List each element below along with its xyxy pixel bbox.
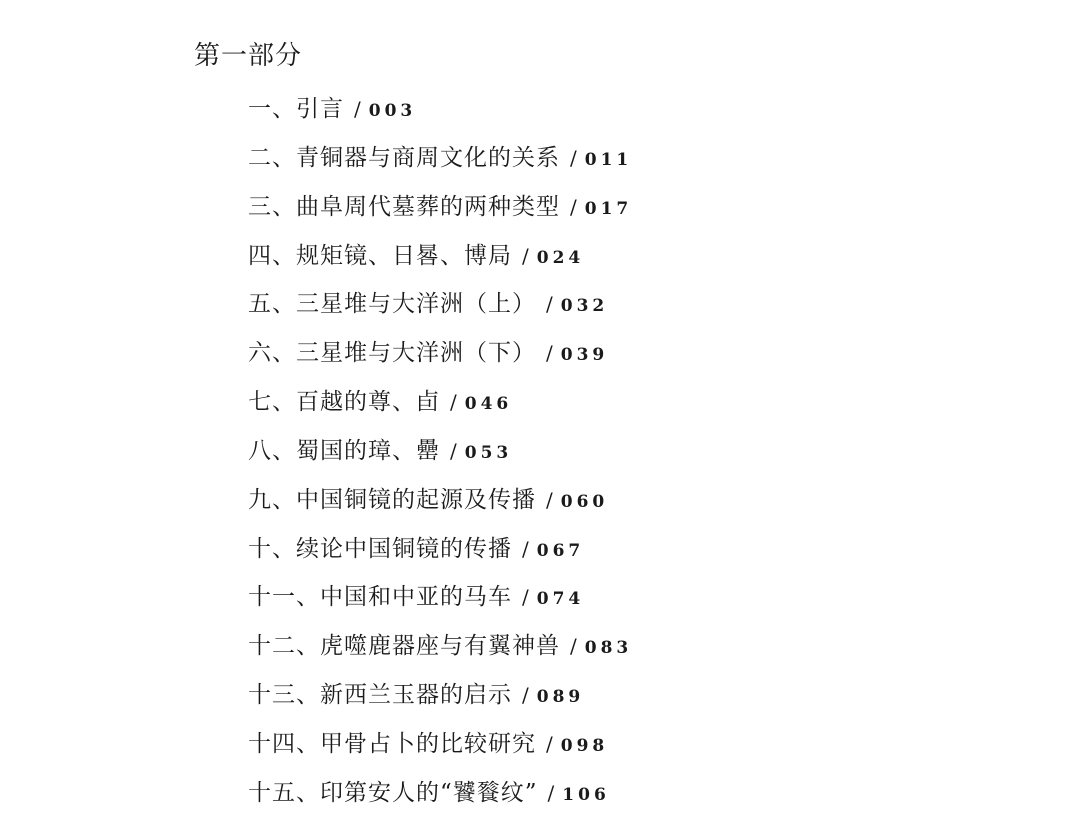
toc-separator: / <box>546 731 553 756</box>
toc-entry-title: 十二、虎噬鹿器座与有翼神兽 <box>248 633 560 660</box>
toc-page-number: 060 <box>560 491 609 512</box>
toc-separator: / <box>522 536 529 561</box>
toc-entry-title: 六、三星堆与大洋洲（下） <box>248 340 536 367</box>
toc-separator: / <box>522 243 529 268</box>
toc-entry <box>248 525 632 574</box>
toc-entry <box>248 183 632 232</box>
toc-separator: / <box>570 194 577 219</box>
toc-entry <box>248 232 632 281</box>
toc-entry <box>248 378 632 427</box>
toc-separator: / <box>570 145 577 170</box>
toc-separator: / <box>522 683 529 708</box>
toc-entry-title: 三、曲阜周代墓葬的两种类型 <box>248 193 560 220</box>
toc-entry-title: 一、引言 <box>248 96 344 122</box>
toc-entry-title: 四、规矩镜、日晷、博局 <box>248 242 512 269</box>
toc-entry <box>248 720 632 769</box>
toc-entry <box>248 427 632 476</box>
toc-entry-title: 十、续论中国铜镜的传播 <box>248 535 512 562</box>
toc-page-number: 003 <box>368 101 417 121</box>
toc-entry <box>248 671 632 720</box>
toc-separator: / <box>546 341 553 366</box>
toc-separator: / <box>450 390 457 415</box>
toc-page-number: 046 <box>464 394 513 415</box>
toc-entry-title: 十三、新西兰玉器的启示 <box>248 682 512 709</box>
toc-separator: / <box>354 97 361 121</box>
section-title: 第一部分 <box>194 41 303 71</box>
toc-entry <box>248 573 632 622</box>
toc-entry-title: 十四、甲骨占卜的比较研究 <box>248 730 536 757</box>
toc-page-number: 106 <box>562 784 610 805</box>
toc-page-number: 098 <box>560 735 609 756</box>
toc-entry-title: 十一、中国和中亚的马车 <box>248 584 512 611</box>
toc-page-number: 024 <box>536 247 585 268</box>
toc-entry <box>248 476 632 525</box>
toc-page-number: 089 <box>536 687 585 708</box>
toc-separator: / <box>570 634 577 659</box>
toc-entry-title: 五、三星堆与大洋洲（上） <box>248 291 536 318</box>
toc-list <box>248 85 632 818</box>
toc-page-number: 053 <box>464 442 513 463</box>
toc-entry <box>248 280 632 329</box>
toc-entry <box>248 769 632 818</box>
toc-separator: / <box>547 780 555 805</box>
toc-entry <box>248 134 632 183</box>
toc-entry-title: 九、中国铜镜的起源及传播 <box>248 486 536 513</box>
toc-separator: / <box>522 585 529 610</box>
toc-separator: / <box>546 292 553 317</box>
toc-page-number: 011 <box>584 149 633 170</box>
toc-entry <box>248 329 632 378</box>
toc-page-number: 067 <box>536 540 585 561</box>
toc-entry-title: 七、百越的尊、卣 <box>248 389 440 416</box>
toc-page-number: 074 <box>536 589 585 610</box>
toc-separator: / <box>546 487 553 512</box>
toc-page-number: 039 <box>560 345 609 366</box>
toc-page-number: 032 <box>560 296 609 317</box>
toc-page-number: 083 <box>584 638 633 659</box>
toc-entry-title: 十五、印第安人的“饕餮纹” <box>248 779 538 806</box>
toc-entry <box>248 622 632 671</box>
toc-page-number: 017 <box>584 198 633 219</box>
toc-entry-title: 八、蜀国的璋、罍 <box>248 437 440 464</box>
toc-entry <box>248 85 632 134</box>
toc-separator: / <box>450 438 457 463</box>
toc-entry-title: 二、青铜器与商周文化的关系 <box>248 144 560 171</box>
